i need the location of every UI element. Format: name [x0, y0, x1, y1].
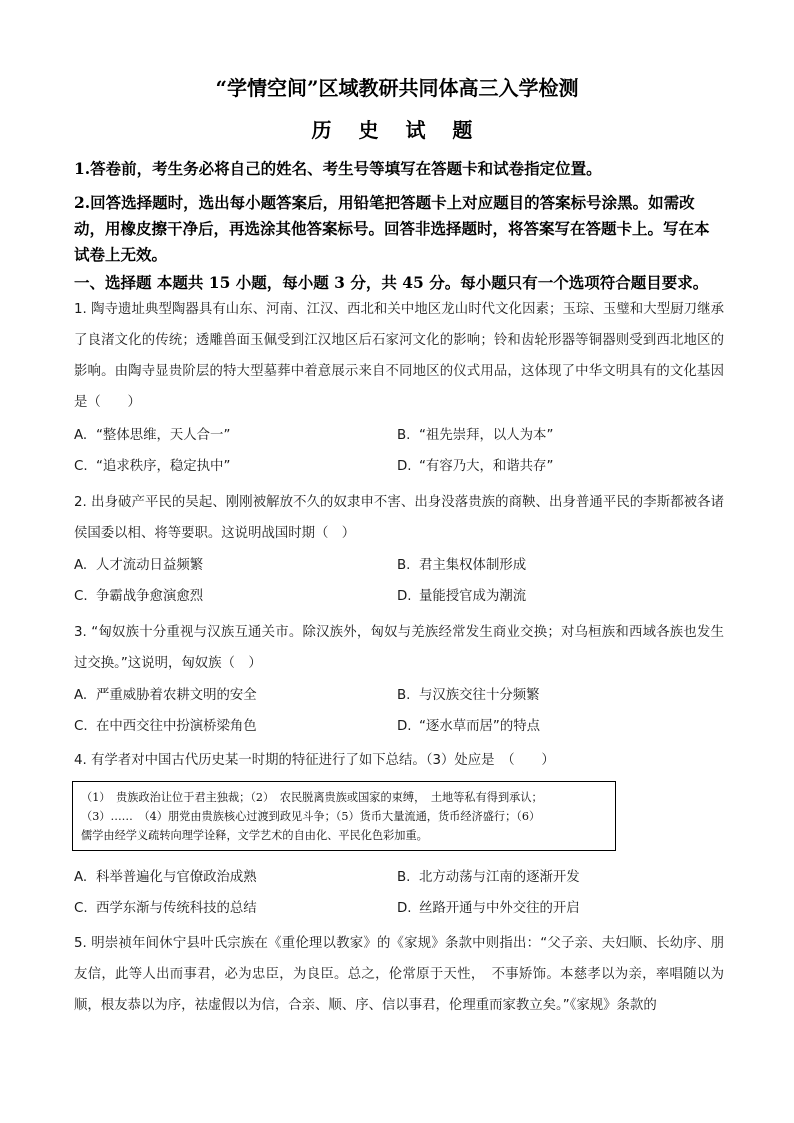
option-text: 人才流动日益频繁: [96, 558, 204, 573]
section-title: 一、选择题 本题共 15 小题，每小题 3 分，共 45 分。每小题只有一个选项符合题目要求。: [74, 273, 709, 292]
q2-option-d[interactable]: [397, 585, 526, 604]
option-letter: D.: [397, 901, 412, 916]
option-text: “祖先崇拜，以人为本”: [419, 428, 554, 443]
option-text: 争霸战争愈演愈烈: [96, 589, 204, 604]
material-line: （1） 贵族政治让位于君主独裁；（2） 农民脱离贵族或国家的束缚， 土地等私有得到承认；: [81, 791, 543, 804]
option-letter: C.: [74, 901, 88, 916]
material-line: （3）…… （4）朋党由贵族核心过渡到政见斗争；（5）货币大量流通，货币经济盛行；（6）: [81, 810, 541, 823]
q3-option-b[interactable]: [397, 684, 540, 703]
q1-option-d[interactable]: [397, 455, 553, 474]
option-text: “追求秩序，稳定执中”: [96, 459, 231, 474]
option-letter: C.: [74, 589, 88, 604]
notice-1: 1.答卷前，考生务必将自己的姓名、考生号等填写在答题卡和试卷指定位置。: [74, 159, 602, 178]
option-text: “有容乃大，和谐共存”: [419, 459, 554, 474]
option-letter: B.: [397, 558, 411, 573]
option-letter: A.: [74, 870, 88, 885]
option-text: 西学东渐与传统科技的总结: [96, 901, 257, 916]
q2-option-b[interactable]: [397, 554, 526, 573]
q4-option-b[interactable]: [397, 866, 580, 885]
question-3-stem: 3. “匈奴族十分重视与汉族互通关市。除汉族外，匈奴与羌族经常发生商业交换；对乌桓族和西域各族也发生过交换。”这说明，匈奴族（ ）: [74, 625, 724, 671]
q4-option-d[interactable]: [397, 897, 580, 916]
option-letter: B.: [397, 428, 411, 443]
option-letter: D.: [397, 719, 412, 734]
q1-option-a[interactable]: [74, 424, 230, 443]
option-letter: C.: [74, 719, 88, 734]
q3-option-d[interactable]: [397, 715, 540, 734]
option-text: 与汉族交往十分频繁: [419, 688, 540, 703]
question-2-stem: 2. 出身破产平民的吴起、刚刚被解放不久的奴隶申不害、出身没落贵族的商鞅、出身普通平民的李斯都被各诸侯国委以相、将等要职。这说明战国时期（ ）: [74, 495, 724, 541]
q1-option-c[interactable]: [74, 455, 230, 474]
option-text: 量能授官成为潮流: [419, 589, 527, 604]
material-line: 儒学由经学义疏转向理学诠释，文学艺术的自由化、平民化色彩加重。: [81, 829, 428, 842]
q3-option-c[interactable]: [74, 715, 257, 734]
option-letter: A.: [74, 688, 88, 703]
option-text: 严重威胁着农耕文明的安全: [96, 688, 257, 703]
option-text: “整体思维，天人合一”: [96, 428, 231, 443]
option-text: 丝路开通与中外交往的开启: [419, 901, 580, 916]
q1-option-b[interactable]: [397, 424, 553, 443]
option-letter: C.: [74, 459, 88, 474]
exam-subject: 历 史 试 题: [311, 118, 483, 142]
q4-option-a[interactable]: [74, 866, 257, 885]
exam-title: “学情空间”区域教研共同体高三入学检测: [215, 76, 579, 100]
option-letter: B.: [397, 688, 411, 703]
q2-option-a[interactable]: [74, 554, 203, 573]
material-box: [72, 781, 616, 851]
q4-option-c[interactable]: [74, 897, 257, 916]
option-text: 在中西交往中扮演桥梁角色: [96, 719, 257, 734]
q2-option-c[interactable]: [74, 585, 203, 604]
question-1-stem: 1. 陶寺遗址典型陶器具有山东、河南、江汉、西北和关中地区龙山时代文化因素；玉琮、玉璧和大型厨刀继承了良渚文化的传统；透雕兽面玉佩受到江汉地区后石家河文化的影响；铃和齿轮形器等铜器则受到西北地区的影响。由陶寺显贵阶层的特大型墓葬中着意展示来自不同地区的仪式用品，这体现了中华文明具有的文化基因是（ ）: [74, 302, 724, 410]
question-5-stem: 5. 明崇祯年间休宁县叶氏宗族在《重伦理以教家》的《家规》条款中则指出：“父子亲、夫妇顺、长幼序、朋友信，此等人出而事君，必为忠臣，为良臣。总之，伦常原于天性， 不事矫饰。本慈孝以为亲，率唱随以为顺，根友恭以为序，祛虚假以为信，合亲、顺、序、信以事君，伦理重而家教立矣。”《家规》条款的: [74, 936, 724, 1013]
option-text: 君主集权体制形成: [419, 558, 527, 573]
option-letter: A.: [74, 428, 88, 443]
option-text: 北方动荡与江南的逐渐开发: [419, 870, 580, 885]
option-text: 科举普遍化与官僚政治成熟: [96, 870, 257, 885]
option-text: “逐水草而居”的特点: [419, 719, 540, 734]
notice-2: 2.回答选择题时，选出每小题答案后，用铅笔把答题卡上对应题目的答案标号涂黑。如需改动，用橡皮擦干净后，再选涂其他答案标号。回答非选择题时，将答案写在答题卡上。写在本试卷上无效。: [74, 193, 710, 264]
option-letter: B.: [397, 870, 411, 885]
option-letter: D.: [397, 589, 412, 604]
question-4-stem: 4. 有学者对中国古代历史某一时期的特征进行了如下总结。（3）处应是 （ ）: [74, 753, 555, 768]
option-letter: A.: [74, 558, 88, 573]
option-letter: D.: [397, 459, 412, 474]
q3-option-a[interactable]: [74, 684, 257, 703]
